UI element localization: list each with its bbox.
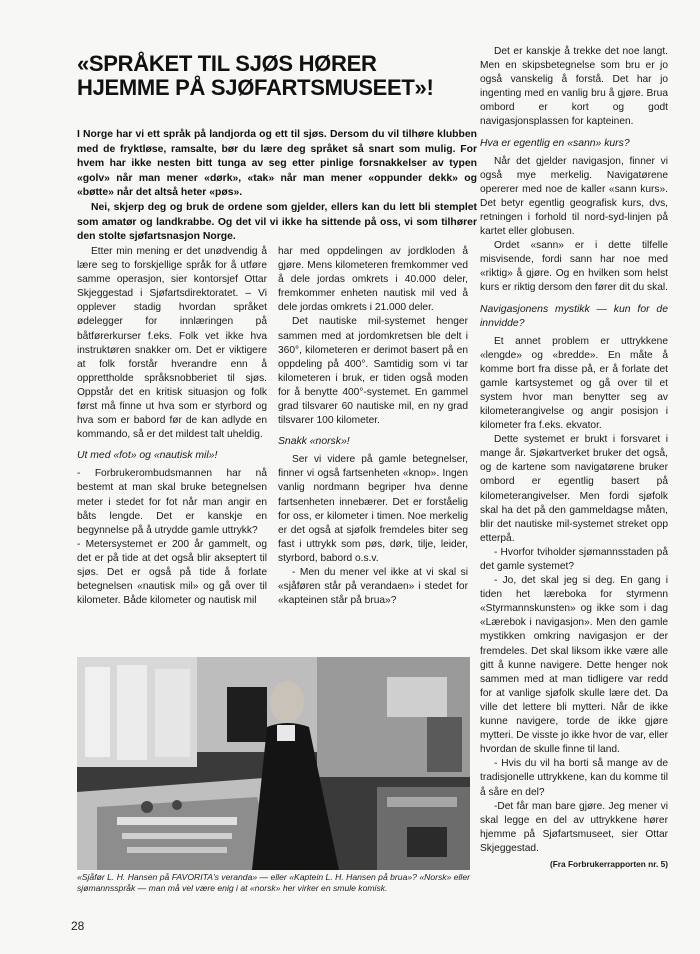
subheading: Ut med «fot» og «nautisk mil»! xyxy=(77,450,218,462)
body-paragraph: Dette systemet er brukt i forsvaret i mange år. Sjøkartverket bruker det også, og de kartene som navigatørene bruker ombord er egentlig basert på kilometerangivelser. Men fordi sjøfolk skal ha det på den gammeldagse måten, blir det nautiske mil-systemet streket opp etterpå. xyxy=(480,434,668,544)
subheading: Snakk «norsk»! xyxy=(278,436,350,448)
body-paragraph: Ser vi videre på gamle betegnelser, finner vi også fartsenheten «knop». Ingen vanlig nordmann begriper hva denne fartsenheten innebærer. Det er forståelig for oss, er kilometer i timen. Noe merkelig er det også at sjøfolk fremdeles biter seg fast i uttrykk som pøs, dørk, tilje, leider, styrbord, babord o.s.v. xyxy=(278,454,468,564)
body-paragraph: Etter min mening er det unødvendig å lære seg to forskjellige språk for å utføre samme operasjon, sier kontorsjef Ottar Skjeggestad i Sjøfartsdirektoratet. – Vi opplever stadig hvordan språket ødelegger for innlæringen på båtførerkurser f.eks. Folk vet ikke hva instruktøren snakker om. Det er viktigere at folk forstår hverandre enn å opprettholde språksnobberiet til sjøs. Oppstår det en kritisk situasjon og folk først må finne ut hva som er styrbord og hva som er babord før de kan adlyde en kommando, så er det mildest talt uheldig. xyxy=(77,246,267,441)
article-title: «SPRÅKET TIL SJØS HØRER HJEMME PÅ SJØFARTSMUSEET»! xyxy=(77,51,434,100)
bridge-photo xyxy=(77,657,470,870)
body-paragraph: - Hvis du vil ha borti så mange av de tradisjonelle uttrykkene, kan du komme til å såre en del? xyxy=(480,758,668,798)
body-paragraph: Ordet «sann» er i dette tilfelle misvisende, fordi sann har noe med «riktig» å gjøre. Og en hvilken som helst kurs er riktig dersom den fører dit du skal. xyxy=(480,240,668,294)
page-number: 28 xyxy=(71,919,85,933)
body-paragraph: Når det gjelder navigasjon, finner vi også mye merkelig. Navigatørene opererer med noe de kaller «sann kurs». Det betyr egentlig geografisk kurs, dvs, retningen i forhold til nord-syd-linjen på kartet eller globusen. xyxy=(480,155,668,238)
subheading: Navigasjonens mystikk — kun for de innvidde? xyxy=(480,303,668,329)
body-paragraph: - Men du mener vel ikke at vi skal si «sjåføren står på verandaen» i stedet for «kapteinen står på brua»? xyxy=(278,566,468,607)
source-credit: (Fra Forbrukerrapporten nr. 5) xyxy=(549,858,668,869)
article-lead xyxy=(77,128,477,245)
body-paragraph: har med oppdelingen av jordkloden å gjøre. Mens kilometeren fremkommer ved å dele jordas omkrets i 40.000 deler, fremkommer enheten nautisk mil ved å dele jordas omkrets i 21.000 deler. xyxy=(278,246,468,314)
body-paragraph: - Hvorfor tviholder sjømannsstaden på det gamle systemet? xyxy=(480,546,668,572)
subheading: Hva er egentlig en «sann» kurs? xyxy=(480,137,630,149)
body-paragraph: Et annet problem er uttrykkene «lengde» og «bredde». En måte å komme bort fra disse på, er å forlate det gamle kartsystemet og gå over til et system hvor man benytter seg av kilometerangivelse og angir posisjon i kilometer fra f.eks. ekvator. xyxy=(480,335,668,432)
photo-caption: «Sjåfør L. H. Hansen på FAVORITA's veranda» — eller «Kaptein L. H. Hansen på brua»? «Norsk» eller sjømannsspråk — man må vel være enig i at «norsk» her virker en smule komisk. xyxy=(77,872,470,893)
lead-paragraph: I Norge har vi ett språk på landjorda og ett til sjøs. Dersom du vil tilhøre klubben med de fryktløse, ramsalte, bør du lære deg språket så snart som mulig. For hvem har ikke nesten bitt tunga av seg etter pinlige forsnakkelser av typen «golv» når man mener «dørk», «tak» når man mener «oppunder dekk» og «bøtte» når det altså heter «pøs». xyxy=(77,129,477,199)
column-2 xyxy=(278,245,468,655)
lead-paragraph: Nei, skjerp deg og bruk de ordene som gjelder, ellers kan du lett bli stemplet som amatør og landkrabbe. Og det vil vi ikke ha sittende på oss, vi som tilhører den stolte sjøfartsnasjon Norge. xyxy=(77,201,477,243)
column-1 xyxy=(77,245,267,655)
body-paragraph: Det er kanskje å trekke det noe langt. Men en skipsbetegnelse som bru er jo også vanskelig å forstå. Det har jo ingenting med en vanlig bru å gjøre. Brua ombord er kort og godt navigasjonsplassen for kapteinen. xyxy=(480,46,668,128)
body-paragraph: - Forbrukerombudsmannen har nå bestemt at man skal bruke betegnelsen meter i stedet for fot når man angir en båts lengde. Det er kanskje en begynnelse på å utrydde gamle uttrykk? xyxy=(77,468,267,536)
body-paragraph: Det nautiske mil-systemet henger sammen med at jordomkretsen ble delt i 360°, kilometeren er derimot basert på en oppdeling på 400°. Samtidig som vi tar kilometeren i bruk, er tiden også moden for å benytte 400°-systemet. En gammel grad tilsvarer 60 nautiske mil, en ny grad tilsvarer 100 kilometer. xyxy=(278,316,468,427)
body-paragraph: - Metersystemet er 200 år gammelt, og det er på tide at det også blir akseptert til sjøs. Det er også på tide å forlate betegnelsen «nautisk mil» og gå over til kilometer. Både kilometer og nautisk mil xyxy=(77,538,267,607)
body-paragraph: - Jo, det skal jeg si deg. En gang i tiden het læreboka for styrmenn «Styrmannskunsten» og ikke som i dag «Lærebok i navigasjon». Men den gamle mystikken omkring navigasjon er der fremdeles. Det skal liksom ikke være alle gitt å kunne navigere. Dette henger nok sammen med at man tidligere var redd for at vanlige sjøfolk skulle lære det. Da ville det lettere bli mytteri. Når de ikke kunne navigere, torde de ikke gjøre mytteri. De visste jo ikke hvor de var, eller hvordan de skulle finne til land. xyxy=(480,575,668,756)
column-3 xyxy=(480,45,668,915)
body-paragraph: -Det får man bare gjøre. Jeg mener vi skal legge en del av uttrykkene hører hjemme på Sjøfartsmuseet, sier Ottar Skjeggestad. xyxy=(480,800,668,854)
bridge-photo-illustration xyxy=(77,657,470,870)
